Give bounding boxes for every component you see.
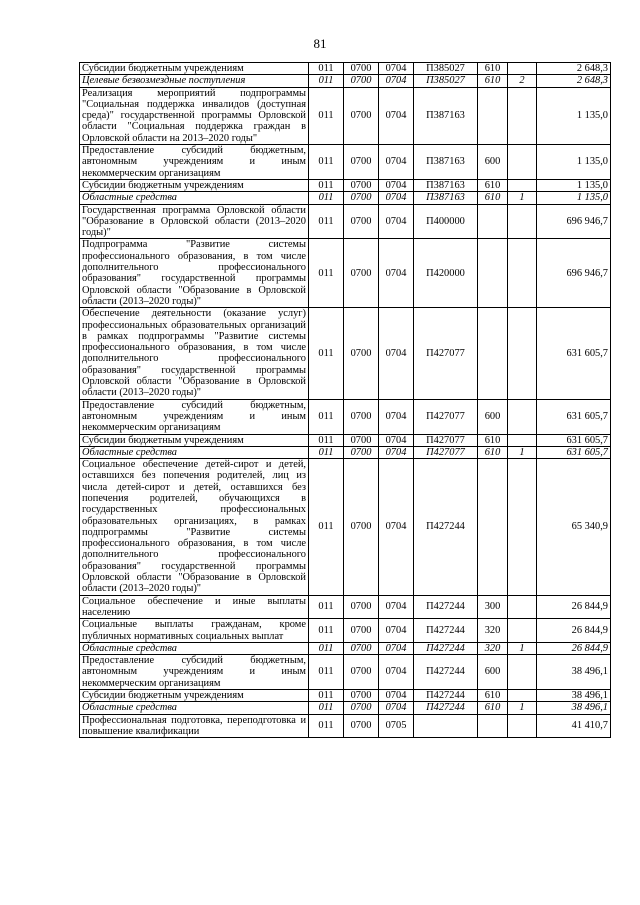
funding-source-cell [508, 204, 537, 239]
funding-source-cell [508, 655, 537, 690]
funding-source-cell: 1 [508, 642, 537, 654]
subsection-code-cell: 0704 [379, 87, 414, 144]
subsection-code-cell: 0704 [379, 446, 414, 458]
funding-source-cell [508, 619, 537, 643]
funding-source-cell [508, 63, 537, 75]
expense-type-cell: 610 [478, 192, 508, 204]
section-code-cell: 0700 [344, 399, 379, 434]
expense-type-cell: 610 [478, 446, 508, 458]
subsection-code-cell: 0704 [379, 619, 414, 643]
section-code-cell: 0700 [344, 655, 379, 690]
section-code-cell: 0700 [344, 179, 379, 191]
section-code-cell: 0700 [344, 690, 379, 702]
row-name-cell: Обеспечение деятельности (оказание услуг) профессиональных образовательных организаций в рамках подпрограммы "Развитие системы профессионального образования, в том числе дополнительного профессионального образования" государственной программы Орловской области "Образование в Орловской области (2013–2020 годы)" [80, 308, 309, 399]
amount-cell: 38 496,1 [537, 690, 611, 702]
table-row [80, 434, 611, 446]
target-article-cell: П427244 [414, 690, 478, 702]
funding-source-cell [508, 145, 537, 180]
section-code-cell: 0700 [344, 63, 379, 75]
section-code-cell: 0700 [344, 619, 379, 643]
expense-type-cell: 600 [478, 399, 508, 434]
funding-source-cell [508, 595, 537, 619]
amount-cell: 2 648,3 [537, 63, 611, 75]
amount-cell: 1 135,0 [537, 192, 611, 204]
subsection-code-cell: 0704 [379, 239, 414, 308]
target-article-cell: П385027 [414, 75, 478, 87]
section-code-cell: 0700 [344, 87, 379, 144]
funding-source-cell: 2 [508, 75, 537, 87]
funding-source-cell: 1 [508, 192, 537, 204]
budget-table [79, 62, 611, 738]
table-row [80, 655, 611, 690]
ministry-code-cell: 011 [309, 702, 344, 714]
subsection-code-cell: 0704 [379, 145, 414, 180]
expense-type-cell: 300 [478, 595, 508, 619]
row-name-cell: Субсидии бюджетным учреждениям [80, 434, 309, 446]
expense-type-cell: 320 [478, 642, 508, 654]
row-name-cell: Субсидии бюджетным учреждениям [80, 690, 309, 702]
table-row [80, 399, 611, 434]
subsection-code-cell: 0704 [379, 75, 414, 87]
funding-source-cell [508, 459, 537, 596]
funding-source-cell: 1 [508, 446, 537, 458]
target-article-cell: П420000 [414, 239, 478, 308]
table-row [80, 192, 611, 204]
subsection-code-cell: 0704 [379, 459, 414, 596]
page-number: 81 [313, 36, 327, 51]
target-article-cell: П385027 [414, 63, 478, 75]
row-name-cell: Реализация мероприятий подпрограммы "Социальная поддержка инвалидов (доступная среда)" государственной программы Орловской области "Социальная поддержка граждан в Орловской области на 2013–2020 годы" [80, 87, 309, 144]
subsection-code-cell: 0704 [379, 434, 414, 446]
subsection-code-cell: 0704 [379, 63, 414, 75]
section-code-cell: 0700 [344, 595, 379, 619]
row-name-cell: Субсидии бюджетным учреждениям [80, 179, 309, 191]
expense-type-cell [478, 459, 508, 596]
table-row [80, 619, 611, 643]
ministry-code-cell: 011 [309, 642, 344, 654]
target-article-cell: П387163 [414, 87, 478, 144]
target-article-cell: П427077 [414, 399, 478, 434]
subsection-code-cell: 0704 [379, 690, 414, 702]
amount-cell: 38 496,1 [537, 655, 611, 690]
expense-type-cell: 610 [478, 690, 508, 702]
target-article-cell: П427077 [414, 308, 478, 399]
row-name-cell: Областные средства [80, 192, 309, 204]
expense-type-cell [478, 87, 508, 144]
target-article-cell: П427244 [414, 642, 478, 654]
ministry-code-cell: 011 [309, 690, 344, 702]
target-article-cell: П427077 [414, 446, 478, 458]
row-name-cell: Областные средства [80, 642, 309, 654]
target-article-cell: П387163 [414, 192, 478, 204]
ministry-code-cell: 011 [309, 308, 344, 399]
amount-cell: 631 605,7 [537, 308, 611, 399]
expense-type-cell: 610 [478, 702, 508, 714]
section-code-cell: 0700 [344, 434, 379, 446]
subsection-code-cell: 0705 [379, 714, 414, 738]
expense-type-cell: 610 [478, 63, 508, 75]
ministry-code-cell: 011 [309, 179, 344, 191]
section-code-cell: 0700 [344, 192, 379, 204]
funding-source-cell [508, 179, 537, 191]
ministry-code-cell: 011 [309, 399, 344, 434]
amount-cell: 1 135,0 [537, 179, 611, 191]
table-row [80, 702, 611, 714]
section-code-cell: 0700 [344, 145, 379, 180]
table-row [80, 308, 611, 399]
expense-type-cell [478, 239, 508, 308]
table-row [80, 690, 611, 702]
section-code-cell: 0700 [344, 459, 379, 596]
ministry-code-cell: 011 [309, 63, 344, 75]
row-name-cell: Предоставление субсидий бюджетным, автономным учреждениям и иным некоммерческим организациям [80, 399, 309, 434]
row-name-cell: Профессиональная подготовка, переподготовка и повышение квалификации [80, 714, 309, 738]
ministry-code-cell: 011 [309, 655, 344, 690]
amount-cell: 631 605,7 [537, 399, 611, 434]
funding-source-cell [508, 239, 537, 308]
expense-type-cell: 600 [478, 145, 508, 180]
section-code-cell: 0700 [344, 714, 379, 738]
row-name-cell: Областные средства [80, 446, 309, 458]
row-name-cell: Социальное обеспечение и иные выплаты населению [80, 595, 309, 619]
expense-type-cell: 610 [478, 434, 508, 446]
funding-source-cell [508, 434, 537, 446]
ministry-code-cell: 011 [309, 714, 344, 738]
target-article-cell: П427244 [414, 655, 478, 690]
section-code-cell: 0700 [344, 446, 379, 458]
funding-source-cell [508, 690, 537, 702]
subsection-code-cell: 0704 [379, 308, 414, 399]
amount-cell: 696 946,7 [537, 239, 611, 308]
amount-cell: 696 946,7 [537, 204, 611, 239]
section-code-cell: 0700 [344, 642, 379, 654]
ministry-code-cell: 011 [309, 192, 344, 204]
table-row [80, 595, 611, 619]
expense-type-cell: 610 [478, 179, 508, 191]
funding-source-cell [508, 308, 537, 399]
ministry-code-cell: 011 [309, 434, 344, 446]
row-name-cell: Предоставление субсидий бюджетным, автономным учреждениям и иным некоммерческим организациям [80, 655, 309, 690]
expense-type-cell [478, 308, 508, 399]
target-article-cell: П387163 [414, 179, 478, 191]
ministry-code-cell: 011 [309, 87, 344, 144]
table-row [80, 75, 611, 87]
ministry-code-cell: 011 [309, 75, 344, 87]
amount-cell: 41 410,7 [537, 714, 611, 738]
subsection-code-cell: 0704 [379, 179, 414, 191]
table-row [80, 63, 611, 75]
funding-source-cell [508, 87, 537, 144]
table-row [80, 642, 611, 654]
expense-type-cell [478, 714, 508, 738]
ministry-code-cell: 011 [309, 595, 344, 619]
table-row [80, 145, 611, 180]
amount-cell: 65 340,9 [537, 459, 611, 596]
funding-source-cell: 1 [508, 702, 537, 714]
amount-cell: 26 844,9 [537, 619, 611, 643]
expense-type-cell [478, 204, 508, 239]
funding-source-cell [508, 399, 537, 434]
table-row [80, 446, 611, 458]
row-name-cell: Целевые безвозмездные поступления [80, 75, 309, 87]
amount-cell: 2 648,3 [537, 75, 611, 87]
section-code-cell: 0700 [344, 204, 379, 239]
amount-cell: 26 844,9 [537, 595, 611, 619]
ministry-code-cell: 011 [309, 204, 344, 239]
amount-cell: 1 135,0 [537, 145, 611, 180]
target-article-cell: П427244 [414, 459, 478, 596]
target-article-cell [414, 714, 478, 738]
table-row [80, 714, 611, 738]
table-row [80, 179, 611, 191]
expense-type-cell: 600 [478, 655, 508, 690]
row-name-cell: Социальное обеспечение детей-сирот и детей, оставшихся без попечения родителей, лиц из числа детей-сирот и детей, оставшихся без попечения родителей, обучающихся в государственных профессиональных образовательных организациях, в рамках подпрограммы "Развитие системы профессионального образования, в том числе дополнительного профессионального образования" государственной программы Орловской области "Образование в Орловской области (2013–2020 годы)" [80, 459, 309, 596]
row-name-cell: Подпрограмма "Развитие системы профессионального образования, в том числе дополнительного профессионального образования" государственной программы Орловской области "Образование в Орловской области (2013–2020 годы)" [80, 239, 309, 308]
row-name-cell: Государственная программа Орловской области "Образование в Орловской области (2013–2020 годы)" [80, 204, 309, 239]
ministry-code-cell: 011 [309, 459, 344, 596]
table-row [80, 87, 611, 144]
section-code-cell: 0700 [344, 702, 379, 714]
funding-source-cell [508, 714, 537, 738]
ministry-code-cell: 011 [309, 239, 344, 308]
amount-cell: 631 605,7 [537, 446, 611, 458]
target-article-cell: П427244 [414, 619, 478, 643]
target-article-cell: П427244 [414, 595, 478, 619]
amount-cell: 1 135,0 [537, 87, 611, 144]
row-name-cell: Предоставление субсидий бюджетным, автономным учреждениям и иным некоммерческим организациям [80, 145, 309, 180]
section-code-cell: 0700 [344, 239, 379, 308]
row-name-cell: Субсидии бюджетным учреждениям [80, 63, 309, 75]
target-article-cell: П427077 [414, 434, 478, 446]
subsection-code-cell: 0704 [379, 702, 414, 714]
amount-cell: 26 844,9 [537, 642, 611, 654]
row-name-cell: Областные средства [80, 702, 309, 714]
subsection-code-cell: 0704 [379, 192, 414, 204]
target-article-cell: П400000 [414, 204, 478, 239]
expense-type-cell: 610 [478, 75, 508, 87]
ministry-code-cell: 011 [309, 446, 344, 458]
table-row [80, 204, 611, 239]
target-article-cell: П387163 [414, 145, 478, 180]
subsection-code-cell: 0704 [379, 204, 414, 239]
subsection-code-cell: 0704 [379, 399, 414, 434]
section-code-cell: 0700 [344, 75, 379, 87]
target-article-cell: П427244 [414, 702, 478, 714]
amount-cell: 631 605,7 [537, 434, 611, 446]
amount-cell: 38 496,1 [537, 702, 611, 714]
table-row [80, 239, 611, 308]
subsection-code-cell: 0704 [379, 595, 414, 619]
subsection-code-cell: 0704 [379, 642, 414, 654]
subsection-code-cell: 0704 [379, 655, 414, 690]
table-row [80, 459, 611, 596]
ministry-code-cell: 011 [309, 619, 344, 643]
row-name-cell: Социальные выплаты гражданам, кроме публичных нормативных социальных выплат [80, 619, 309, 643]
ministry-code-cell: 011 [309, 145, 344, 180]
section-code-cell: 0700 [344, 308, 379, 399]
expense-type-cell: 320 [478, 619, 508, 643]
